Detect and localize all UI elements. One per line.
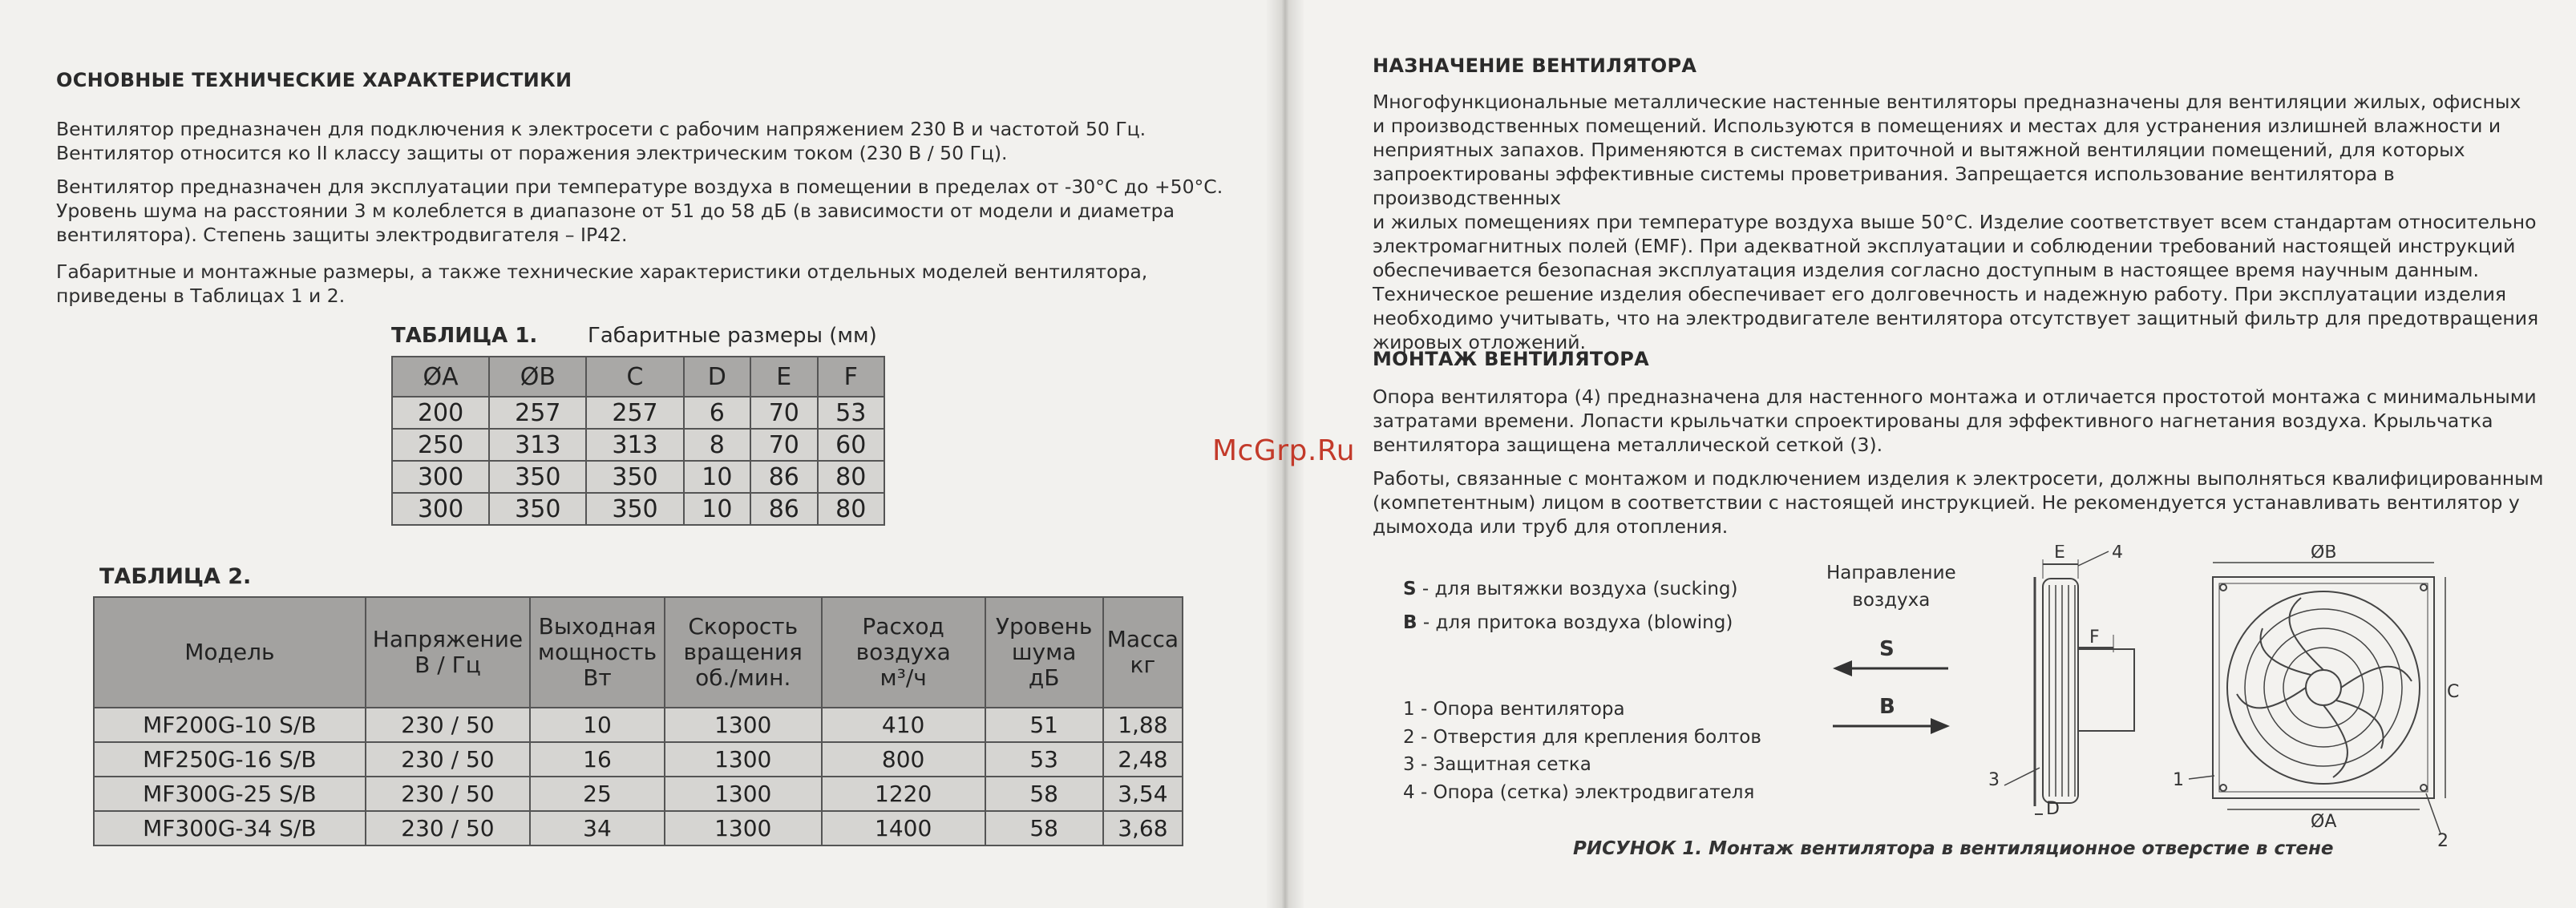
table-cell: 350 xyxy=(586,461,683,493)
table-cell: 313 xyxy=(489,429,586,461)
column-header: ØB xyxy=(489,357,586,397)
front-frame-inner xyxy=(2219,583,2428,792)
column-header: E xyxy=(750,357,817,397)
header-line: об./мин. xyxy=(695,664,791,691)
header-line: дБ xyxy=(1028,664,1060,691)
text-line: необходимо учитывать, что на электродвигателе вентилятора отсутствует защитный фильтр для предотвращения xyxy=(1373,307,2539,329)
table-cell: 1400 xyxy=(822,811,985,845)
header-line: Выходная xyxy=(538,613,657,640)
legend-text: - для вытяжки воздуха (sucking) xyxy=(1416,579,1738,599)
header-line: шума xyxy=(1011,639,1077,665)
part-item: 1 - Опора вентилятора xyxy=(1403,699,1625,720)
table-cell: 800 xyxy=(822,742,985,777)
legend-sucking xyxy=(1403,579,1738,599)
table-cell: 230 / 50 xyxy=(366,742,531,777)
table-cell: 60 xyxy=(818,429,884,461)
models-table xyxy=(93,596,1183,846)
table-cell: 3,54 xyxy=(1103,777,1183,811)
table1-label: ТАБЛИЦА 1. xyxy=(391,324,538,348)
mounting-paragraph-2 xyxy=(1373,466,2559,539)
text-line: вентилятора защищена металлической сеткой (3). xyxy=(1373,434,1883,456)
table-cell: MF300G-34 S/B xyxy=(94,811,366,845)
table-row xyxy=(94,811,1183,845)
text-line: затратами времени. Лопасти крыльчатки спроектированы для эффективного нагнетания воздуха. Крыльчатка xyxy=(1373,410,2493,432)
callout-4: 4 xyxy=(2112,545,2123,563)
text-line: Вентилятор предназначен для эксплуатации при температуре воздуха в помещении в пределах от -30°С до +50°С. xyxy=(56,176,1223,198)
dim-label-d: D xyxy=(2046,799,2060,819)
figure-caption: РИСУНОК 1. Монтаж вентилятора в вентиляционное отверстие в стене xyxy=(1573,838,2334,859)
header-line: Скорость xyxy=(688,613,799,640)
table-cell: 230 / 50 xyxy=(366,708,531,742)
airflow-arrows xyxy=(1828,633,1956,745)
column-header-noise xyxy=(985,597,1103,708)
text-line: Уровень шума на расстоянии 3 м колеблется в диапазоне от 51 до 58 дБ (в зависимости от модели и диаметра xyxy=(56,200,1175,222)
table-cell: 300 xyxy=(392,493,489,525)
fan-mounting-drawing xyxy=(1956,545,2469,849)
text-line: (компетентным) лицом в соответствии с настоящей инструкцией. Не рекомендуется устанавливать вентилятор у xyxy=(1373,491,2520,514)
table-row xyxy=(392,429,884,461)
table-row xyxy=(94,777,1183,811)
direction-line: воздуха xyxy=(1852,590,1931,611)
table-cell: 1300 xyxy=(665,777,822,811)
bolt-hole xyxy=(2220,584,2226,591)
text-line: Работы, связанные с монтажом и подключением изделия к электросети, должны выполняться квалифицированным xyxy=(1373,467,2544,490)
table-cell: 230 / 50 xyxy=(366,777,531,811)
table-cell: 410 xyxy=(822,708,985,742)
fan-blade xyxy=(2336,700,2384,749)
text-line: электромагнитных полей (EMF). При адекватной эксплуатации и соблюдении требований настоящей инструкций xyxy=(1373,235,2516,257)
dim-label-b: ØB xyxy=(2311,545,2337,563)
table-cell: 230 / 50 xyxy=(366,811,531,845)
table-cell: 1300 xyxy=(665,742,822,777)
header-line: вращения xyxy=(683,639,803,665)
table-cell: 2,48 xyxy=(1103,742,1183,777)
table-row xyxy=(392,461,884,493)
header-line: Напряжение xyxy=(372,626,524,652)
part-item: 2 - Отверстия для крепления болтов xyxy=(1403,726,1761,748)
table1-title: Габаритные размеры (мм) xyxy=(588,324,877,348)
table-cell: 350 xyxy=(489,493,586,525)
table-cell: 350 xyxy=(489,461,586,493)
fan-blade xyxy=(2237,688,2306,708)
purpose-heading: НАЗНАЧЕНИЕ ВЕНТИЛЯТОРА xyxy=(1373,54,1697,77)
direction-line: Направление xyxy=(1826,563,1956,583)
text-line: запроектированы эффективные системы проветривания. Запрещается использование вентилятора в производственных xyxy=(1373,163,2395,209)
text-line: Техническое решение изделия обеспечивает его долговечность и надежную работу. При эксплуатации изделия xyxy=(1373,283,2507,305)
arrow-b-label: B xyxy=(1879,695,1895,719)
technical-specs-heading: ОСНОВНЫЕ ТЕХНИЧЕСКИЕ ХАРАКТЕРИСТИКИ xyxy=(56,69,572,91)
table-cell: 58 xyxy=(985,777,1103,811)
dim-label-c: C xyxy=(2447,682,2460,702)
table-header-row xyxy=(392,357,884,397)
table-cell: 70 xyxy=(750,429,817,461)
table2-caption: ТАБЛИЦА 2. xyxy=(99,564,252,589)
table-cell: 300 xyxy=(392,461,489,493)
table-cell: 1,88 xyxy=(1103,708,1183,742)
text-line: жировых отложений. xyxy=(1373,331,1586,353)
table-cell: 1300 xyxy=(665,708,822,742)
table-row xyxy=(94,742,1183,777)
text-line: и производственных помещений. Используются в помещениях и местах для устранения излишней влажности и xyxy=(1373,115,2501,137)
table-cell: 8 xyxy=(684,429,750,461)
header-line: м³/ч xyxy=(880,664,927,691)
callout-3: 3 xyxy=(1988,770,2000,790)
table-cell: 6 xyxy=(684,397,750,429)
table-cell: 10 xyxy=(530,708,665,742)
table-cell: 257 xyxy=(586,397,683,429)
table-cell: 51 xyxy=(985,708,1103,742)
table1-caption xyxy=(391,324,877,348)
text-line: Вентилятор предназначен для подключения к электросети с рабочим напряжением 230 В и частотой 50 Гц. xyxy=(56,118,1146,140)
table-cell: 80 xyxy=(818,493,884,525)
table-cell: 200 xyxy=(392,397,489,429)
table-cell: 350 xyxy=(586,493,683,525)
text-line: Опора вентилятора (4) предназначена для настенного монтажа и отличается простотой монтажа с минимальными xyxy=(1373,385,2537,408)
dimensions-table xyxy=(391,356,885,526)
table-cell: 10 xyxy=(684,493,750,525)
column-header-airflow xyxy=(822,597,985,708)
column-header-power xyxy=(530,597,665,708)
grille-outer xyxy=(2227,591,2420,784)
dim-label-a: ØA xyxy=(2311,812,2337,832)
bolt-hole xyxy=(2420,785,2427,791)
column-header-model xyxy=(94,597,366,708)
table-cell: 58 xyxy=(985,811,1103,845)
table-cell: 70 xyxy=(750,397,817,429)
table-row xyxy=(392,493,884,525)
specs-paragraph-3 xyxy=(56,260,1259,308)
purpose-paragraph xyxy=(1373,90,2559,354)
header-line: мощность xyxy=(537,639,657,665)
part-item: 3 - Защитная сетка xyxy=(1403,754,1591,775)
table-cell: MF200G-10 S/B xyxy=(94,708,366,742)
table-cell: 250 xyxy=(392,429,489,461)
table-cell: 86 xyxy=(750,461,817,493)
dim-label-e: E xyxy=(2054,545,2065,563)
table-cell: 3,68 xyxy=(1103,811,1183,845)
callout-2: 2 xyxy=(2437,831,2449,849)
table-cell: 80 xyxy=(818,461,884,493)
table-header-row xyxy=(94,597,1183,708)
legend-key: B xyxy=(1403,612,1417,633)
text-line: приведены в Таблицах 1 и 2. xyxy=(56,285,346,307)
header-line: Расход xyxy=(862,613,944,640)
table-cell: 53 xyxy=(985,742,1103,777)
leader-line-1 xyxy=(2189,776,2214,779)
table-cell: MF250G-16 S/B xyxy=(94,742,366,777)
table-cell: 34 xyxy=(530,811,665,845)
legend-text: - для притока воздуха (blowing) xyxy=(1417,612,1733,633)
bolt-hole xyxy=(2420,584,2427,591)
text-line: дымохода или труб для отопления. xyxy=(1373,515,1729,538)
header-line: В / Гц xyxy=(415,652,481,678)
leader-line-4 xyxy=(2078,551,2109,566)
text-line: вентилятора). Степень защиты электродвигателя – IP42. xyxy=(56,224,628,246)
text-line: неприятных запахов. Применяются в системах приточной и вытяжной вентиляции помещений, для которых xyxy=(1373,139,2465,161)
dim-label-f: F xyxy=(2089,628,2100,648)
column-header: F xyxy=(818,357,884,397)
column-header-mass xyxy=(1103,597,1183,708)
text-line: Вентилятор относится ко II классу защиты от поражения электрическим током (230 В / 50 Гц). xyxy=(56,142,1008,164)
header-line: Модель xyxy=(184,639,275,665)
column-header-speed xyxy=(665,597,822,708)
specs-paragraph-2 xyxy=(56,175,1259,247)
grille-ring xyxy=(2264,628,2383,747)
column-header-voltage xyxy=(366,597,531,708)
side-view xyxy=(2004,551,2134,814)
table-row xyxy=(392,397,884,429)
table-cell: 25 xyxy=(530,777,665,811)
table-cell: 10 xyxy=(684,461,750,493)
bolt-hole xyxy=(2220,785,2226,791)
column-header: C xyxy=(586,357,683,397)
mounting-paragraph-1 xyxy=(1373,385,2559,457)
blow-arrow-head xyxy=(1931,718,1950,734)
header-line: Вт xyxy=(583,664,612,691)
table-cell: 16 xyxy=(530,742,665,777)
header-line: Масса xyxy=(1106,626,1179,652)
table-cell: 86 xyxy=(750,493,817,525)
grille-ring xyxy=(2283,648,2364,728)
part-item: 4 - Опора (сетка) электродвигателя xyxy=(1403,781,1755,803)
header-line: кг xyxy=(1130,652,1156,678)
header-line: воздуха xyxy=(855,639,951,665)
motor-body xyxy=(2078,649,2134,731)
table-cell: 313 xyxy=(586,429,683,461)
mounting-heading: МОНТАЖ ВЕНТИЛЯТОРА xyxy=(1373,348,1650,370)
legend-blowing xyxy=(1403,612,1733,633)
column-header: ØA xyxy=(392,357,489,397)
table-cell: MF300G-25 S/B xyxy=(94,777,366,811)
legend-key: S xyxy=(1403,579,1417,599)
table-cell: 1220 xyxy=(822,777,985,811)
text-line: обеспечивается безопасная эксплуатация изделия согласно доступным в настоящее время научным данным. xyxy=(1373,259,2479,281)
watermark-link[interactable]: McGrp.Ru xyxy=(1212,434,1356,467)
airflow-direction-label xyxy=(1826,559,1956,614)
callout-1: 1 xyxy=(2173,770,2184,790)
table-cell: 257 xyxy=(489,397,586,429)
table-cell: 1300 xyxy=(665,811,822,845)
header-line: Уровень xyxy=(995,613,1093,640)
specs-paragraph-1 xyxy=(56,117,1259,165)
front-frame xyxy=(2213,577,2434,798)
front-view xyxy=(2189,563,2445,833)
text-line: и жилых помещениях при температуре воздуха выше 50°С. Изделие соответствует всем стандартам относительно xyxy=(1373,211,2537,233)
suck-arrow-head xyxy=(1833,660,1852,676)
arrow-s-label: S xyxy=(1879,637,1895,661)
column-header: D xyxy=(684,357,750,397)
text-line: Многофункциональные металлические настенные вентиляторы предназначены для вентиляции жилых, офисных xyxy=(1373,91,2521,113)
table-row xyxy=(94,708,1183,742)
grille-ring xyxy=(2245,609,2402,766)
table-cell: 53 xyxy=(818,397,884,429)
side-grille xyxy=(2043,579,2078,803)
parts-legend xyxy=(1403,696,1761,806)
fan-hub xyxy=(2306,670,2341,705)
leader-line-2 xyxy=(2426,793,2441,833)
text-line: Габаритные и монтажные размеры, а также технические характеристики отдельных моделей вентилятора, xyxy=(56,260,1148,283)
